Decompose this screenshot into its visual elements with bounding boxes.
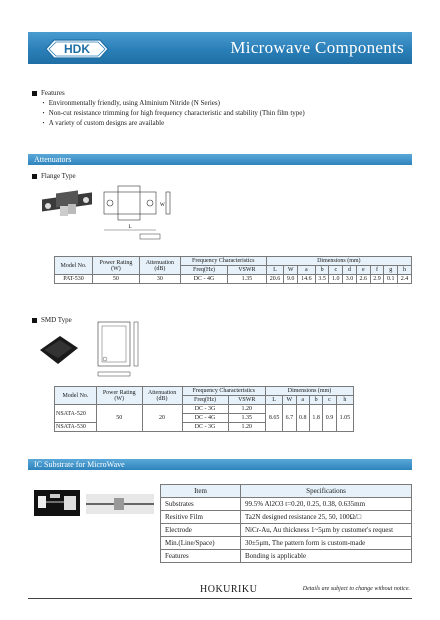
cell-dim: 8.65 [266, 405, 283, 432]
cell-dim: 3.0 [343, 275, 357, 284]
cell-atten: 30 [139, 275, 180, 284]
flange-type-label: Flange Type [32, 172, 76, 180]
cell-freq: DC - 3G [182, 423, 228, 432]
section-attenuators: Attenuators [28, 154, 412, 165]
col-dim: a [296, 396, 309, 405]
footer-divider [28, 598, 412, 599]
col-vswr: VSWR [228, 266, 266, 275]
smd-dimension-drawing [94, 318, 150, 382]
col-dim: L [266, 266, 284, 275]
cell-dim: 2.6 [356, 275, 370, 284]
col-dimensions: Dimensions (mm) [266, 387, 354, 396]
col-dim: d [343, 266, 357, 275]
cell-vswr: 1.35 [228, 414, 265, 423]
col-dim: a [298, 266, 316, 275]
cell-dim: 0.9 [323, 405, 336, 432]
cell-spec: Bonding is applicable [241, 550, 412, 563]
table-row [161, 550, 412, 563]
col-dim: W [284, 266, 298, 275]
col-dim: h [336, 396, 353, 405]
col-model: Model No. [55, 257, 93, 275]
cell-dim: 9.0 [284, 275, 298, 284]
cell-atten: 20 [142, 405, 182, 432]
features-block [32, 88, 412, 128]
cell-item: Min.(Line/Space) [161, 537, 241, 550]
cell-item: Electrode [161, 524, 241, 537]
table-row [55, 405, 354, 414]
cell-item: Features [161, 550, 241, 563]
table-row [161, 524, 412, 537]
col-vswr: VSWR [228, 396, 265, 405]
cell-dim: 6.7 [283, 405, 296, 432]
footer-brand: HOKURIKU [200, 584, 258, 595]
col-dim: L [266, 396, 283, 405]
col-dim: f [370, 266, 384, 275]
cell-item: Resitive Film [161, 511, 241, 524]
page-title: Microwave Components [230, 38, 404, 57]
cell-vswr: 1.35 [228, 275, 266, 284]
col-dim: c [329, 266, 343, 275]
col-freq: Freq(Hz) [180, 266, 227, 275]
cell-dim: 1.8 [309, 405, 322, 432]
feature-item: ・ Non-cut resistance trimming for high frequency characteristic and stability (Thin film type) [40, 109, 305, 117]
cell-dim: 2.4 [398, 275, 412, 284]
col-dimensions: Dimensions (mm) [266, 257, 411, 266]
cell-dim: 1.05 [336, 405, 353, 432]
features-heading: Features [32, 88, 412, 98]
cell-spec: NiCr-Au, Au thickness 1~5μm by customer's request [241, 524, 412, 537]
table-row [161, 511, 412, 524]
smd-attenuator-photo [36, 332, 80, 368]
col-dim: b [309, 396, 322, 405]
cell-vswr: 1.20 [228, 423, 265, 432]
cell-dim: 0.1 [384, 275, 398, 284]
col-item: Item [161, 485, 241, 498]
flange-attenuator-photo [38, 186, 96, 226]
cell-dim: 3.5 [315, 275, 329, 284]
col-freq-char: Frequency Characteristics [180, 257, 266, 266]
col-freq: Freq(Hz) [182, 396, 228, 405]
col-power: Power Rating (W) [92, 257, 139, 275]
cell-model: NSATA-530 [55, 423, 97, 432]
hdk-logo [40, 38, 114, 60]
table-row [161, 537, 412, 550]
col-dim: g [384, 266, 398, 275]
cell-dim: 1.0 [329, 275, 343, 284]
col-dim: b [315, 266, 329, 275]
cell-item: Substrates [161, 498, 241, 511]
table-row [55, 275, 412, 284]
table-row [161, 498, 412, 511]
flange-dimension-drawing [100, 180, 200, 244]
col-attenuation: Attenuation (dB) [142, 387, 182, 405]
footer-note: Details are subject to change without notice. [302, 586, 410, 592]
section-ic-substrate: IC Substrate for MicroWave [28, 459, 412, 470]
svg-text:HDK: HDK [64, 42, 90, 56]
feature-item: ・ A variety of custom designs are available [40, 119, 165, 127]
ic-pattern-image [86, 494, 154, 514]
col-attenuation: Attenuation (dB) [139, 257, 180, 275]
cell-dim: 2.9 [370, 275, 384, 284]
cell-power: 50 [92, 275, 139, 284]
col-dim: c [323, 396, 336, 405]
smd-spec-table [54, 386, 354, 432]
smd-type-label: SMD Type [32, 316, 72, 324]
col-freq-char: Frequency Characteristics [182, 387, 265, 396]
svg-text:L: L [128, 225, 132, 230]
col-power: Power Rating (W) [96, 387, 142, 405]
cell-dim: 20.6 [266, 275, 284, 284]
col-model: Model No. [55, 387, 97, 405]
cell-vswr: 1.20 [228, 405, 265, 414]
col-spec: Specifications [241, 485, 412, 498]
cell-dim: 14.6 [298, 275, 316, 284]
cell-spec: Ta2N designed resistance 25, 50, 100Ω/□ [241, 511, 412, 524]
ic-substrate-photo [34, 490, 80, 516]
svg-text:W: W [160, 203, 165, 208]
cell-freq: DC - 4G [182, 414, 228, 423]
col-dim: e [356, 266, 370, 275]
cell-model: PAT-530 [55, 275, 93, 284]
col-dim: W [283, 396, 296, 405]
cell-model: NSATA-520 [55, 405, 97, 423]
cell-power: 50 [96, 405, 142, 432]
cell-spec: 99.5% Al2O3 t=0.20, 0.25, 0.38, 0.635mm [241, 498, 412, 511]
cell-freq: DC - 3G [182, 405, 228, 414]
feature-item: ・ Environmentally friendly, using Alminium Nitride (N Series) [40, 99, 220, 107]
cell-freq: DC - 4G [180, 275, 227, 284]
cell-dim: 0.8 [296, 405, 309, 432]
flange-spec-table [54, 256, 412, 284]
col-dim: h [398, 266, 412, 275]
ic-substrate-table [160, 484, 412, 563]
cell-spec: 30±5μm, The pattern form is custom-made [241, 537, 412, 550]
